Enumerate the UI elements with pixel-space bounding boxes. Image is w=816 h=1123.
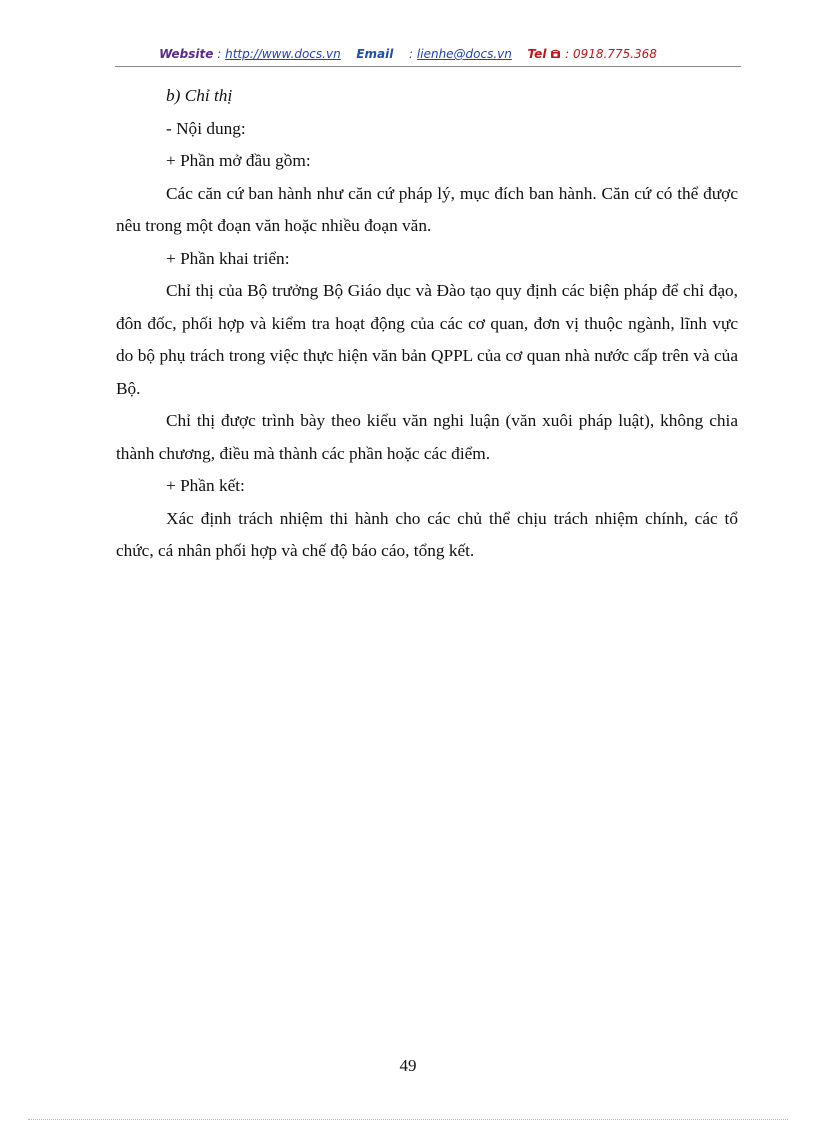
paragraph-intro: Các căn cứ ban hành như căn cứ pháp lý, mục đích ban hành. Căn cứ có thể được nêu trong một đoạn văn hoặc nhiều đoạn văn.: [116, 183, 738, 235]
phone-icon: [550, 48, 561, 62]
page-header: [0, 47, 816, 62]
page-number: 49: [399, 1056, 417, 1075]
part-heading-intro: + Phần mở đầu gồm:: [166, 151, 311, 170]
document-body: [116, 80, 738, 568]
email-separator: :: [409, 47, 414, 61]
paragraph-body-2: Chỉ thị được trình bày theo kiểu văn nghi luận (văn xuôi pháp luật), không chia thành chương, điều mà thành các phần hoặc các điểm.: [116, 411, 738, 463]
paragraph-body-1: Chỉ thị của Bộ trưởng Bộ Giáo dục và Đào tạo quy định các biện pháp để chỉ đạo, đôn đốc, phối hợp và kiểm tra hoạt động của các cơ quan, đơn vị thuộc ngành, lĩnh vực do bộ phụ trách trong việc thực hiện văn bản QPPL của cơ quan nhà nước cấp trên và của Bộ.: [116, 281, 738, 398]
tel-label: Tel: [527, 47, 547, 61]
paragraph-conclusion: Xác định trách nhiệm thi hành cho các chủ thể chịu trách nhiệm chính, các tổ chức, cá nhân phối hợp và chế độ báo cáo, tổng kết.: [116, 508, 738, 560]
part-heading-body: + Phần khai triển:: [166, 248, 290, 268]
part-heading-conclusion: + Phần kết:: [166, 476, 245, 495]
content-label: - Nội dung:: [166, 118, 246, 138]
tel-value: : 0918.775.368: [565, 47, 657, 61]
website-link[interactable]: http://www.docs.vn: [225, 47, 341, 61]
header-divider: [115, 66, 741, 67]
website-separator: :: [217, 47, 222, 61]
email-label: Email: [356, 47, 394, 61]
section-heading: b) Chỉ thị: [166, 86, 233, 105]
email-link[interactable]: lienhe@docs.vn: [416, 47, 512, 61]
website-label: Website: [159, 47, 214, 61]
footer-divider: [28, 1119, 788, 1120]
